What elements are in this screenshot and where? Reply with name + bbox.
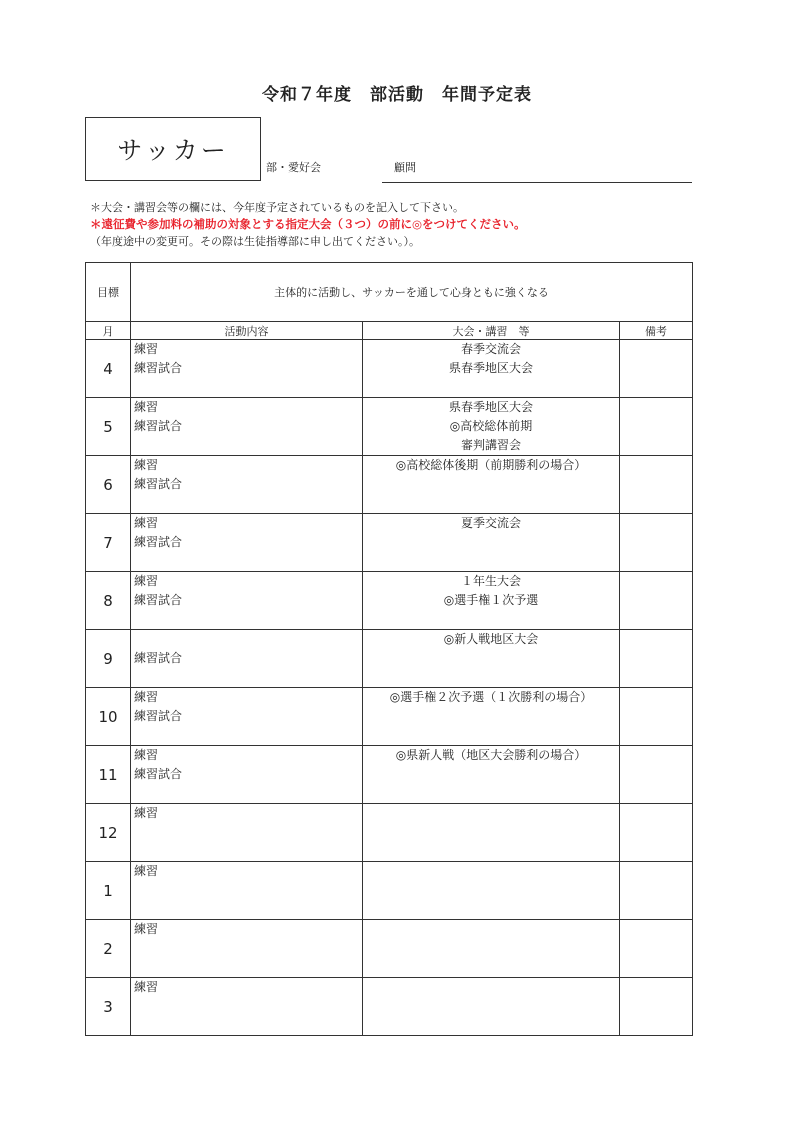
table-row [86,456,693,514]
table-row [86,920,693,978]
activity-item: 練習試合 [134,767,183,781]
activity-item: 練習試合 [134,651,183,665]
events-cell[interactable] [363,514,620,572]
event-item: 県春季地区大会 [448,361,533,375]
events-cell[interactable] [363,978,620,1036]
month-cell: 8 [86,572,131,630]
month-cell: 3 [86,978,131,1036]
event-item: ◎高校総体後期（前期勝利の場合） [395,458,587,472]
goal-row [86,263,693,322]
header-activity: 活動内容 [131,322,363,340]
remarks-cell[interactable] [620,630,693,688]
remarks-cell[interactable] [620,456,693,514]
events-cell[interactable] [363,920,620,978]
page-title: 令和７年度 部活動 年間予定表 [262,85,532,105]
month-cell: 10 [86,688,131,746]
activity-item: 練習 [134,980,159,994]
remarks-cell[interactable] [620,804,693,862]
table-row [86,514,693,572]
remarks-cell[interactable] [620,572,693,630]
events-cell[interactable] [363,340,620,398]
activity-item: 練習 [134,690,159,704]
events-cell[interactable] [363,456,620,514]
event-item: ◎選手権１次予選 [443,593,539,607]
table-row [86,804,693,862]
events-cell[interactable] [363,746,620,804]
activity-cell[interactable] [131,630,363,688]
note-line-2-emphasis: ＊遠征費や参加料の補助の対象とする指定大会（３つ）の前に◎をつけてください。 [90,217,526,231]
month-cell: 6 [86,456,131,514]
event-item: 審判講習会 [460,438,521,452]
instructions [90,199,526,250]
events-cell[interactable] [363,630,620,688]
event-item: ◎新人戦地区大会 [443,632,539,646]
table-row [86,572,693,630]
activity-item: 練習 [134,574,159,588]
remarks-cell[interactable] [620,862,693,920]
event-item: 夏季交流会 [460,516,521,530]
remarks-cell[interactable] [620,688,693,746]
annual-schedule-table [85,262,693,1036]
activity-item: 練習 [134,458,159,472]
table-row [86,746,693,804]
advisor-label: 顧問 [394,161,416,174]
activity-item: 練習試合 [134,361,183,375]
goal-label: 目標 [86,263,131,322]
activity-cell[interactable] [131,572,363,630]
header-remarks: 備考 [620,322,693,340]
events-cell[interactable] [363,398,620,456]
remarks-cell[interactable] [620,746,693,804]
header-events: 大会・講習 等 [363,322,620,340]
remarks-cell[interactable] [620,920,693,978]
table-row [86,630,693,688]
activity-cell[interactable] [131,804,363,862]
table-row [86,398,693,456]
month-cell: 2 [86,920,131,978]
remarks-cell[interactable] [620,514,693,572]
activity-item: 練習 [134,864,159,878]
activity-cell[interactable] [131,746,363,804]
note-line-1: ＊大会・講習会等の欄には、今年度予定されているものを記入して下さい。 [90,201,464,214]
table-row [86,688,693,746]
events-cell[interactable] [363,804,620,862]
remarks-cell[interactable] [620,340,693,398]
event-item: ◎高校総体前期 [449,419,533,433]
event-item: 春季交流会 [460,342,521,356]
remarks-cell[interactable] [620,978,693,1036]
month-cell: 1 [86,862,131,920]
month-cell: 4 [86,340,131,398]
month-cell: 9 [86,630,131,688]
table-row [86,340,693,398]
activity-item: 練習試合 [134,535,183,549]
activity-item: 練習 [134,922,159,936]
table-row [86,978,693,1036]
month-cell: 12 [86,804,131,862]
activity-item: 練習 [134,516,159,530]
activity-item: 練習試合 [134,709,183,723]
activity-item: 練習 [134,748,159,762]
events-cell[interactable] [363,862,620,920]
event-item: １年生大会 [460,574,521,588]
activity-item: 練習 [134,806,159,820]
month-cell: 7 [86,514,131,572]
note-line-3: （年度途中の変更可。その際は生徒指導部に申し出てください。）。 [90,235,420,248]
activity-item: 練習試合 [134,477,183,491]
activity-cell[interactable] [131,398,363,456]
activity-cell[interactable] [131,920,363,978]
events-cell[interactable] [363,688,620,746]
activity-cell[interactable] [131,688,363,746]
event-item: ◎県新人戦（地区大会勝利の場合） [395,748,587,762]
events-cell[interactable] [363,572,620,630]
activity-cell[interactable] [131,340,363,398]
event-item: 県春季地区大会 [448,400,533,414]
club-suffix-label: 部・愛好会 [266,161,321,174]
activity-cell[interactable] [131,978,363,1036]
activity-item: 練習 [134,400,159,414]
activity-item: 練習試合 [134,593,183,607]
table-row [86,862,693,920]
remarks-cell[interactable] [620,398,693,456]
advisor-signature-line[interactable] [382,182,692,183]
goal-text[interactable]: 主体的に活動し、サッカーを通して心身ともに強くなる [131,263,693,322]
event-item: ◎選手権２次予選（１次勝利の場合） [389,690,593,704]
club-name-box[interactable]: サッカー [85,117,261,181]
activity-item [131,630,362,649]
header-month: 月 [86,322,131,340]
activity-item: 練習試合 [134,419,183,433]
month-cell: 5 [86,398,131,456]
header-row [86,322,693,340]
activity-item: 練習 [134,342,159,356]
activity-cell[interactable] [131,862,363,920]
month-cell: 11 [86,746,131,804]
activity-cell[interactable] [131,456,363,514]
activity-cell[interactable] [131,514,363,572]
